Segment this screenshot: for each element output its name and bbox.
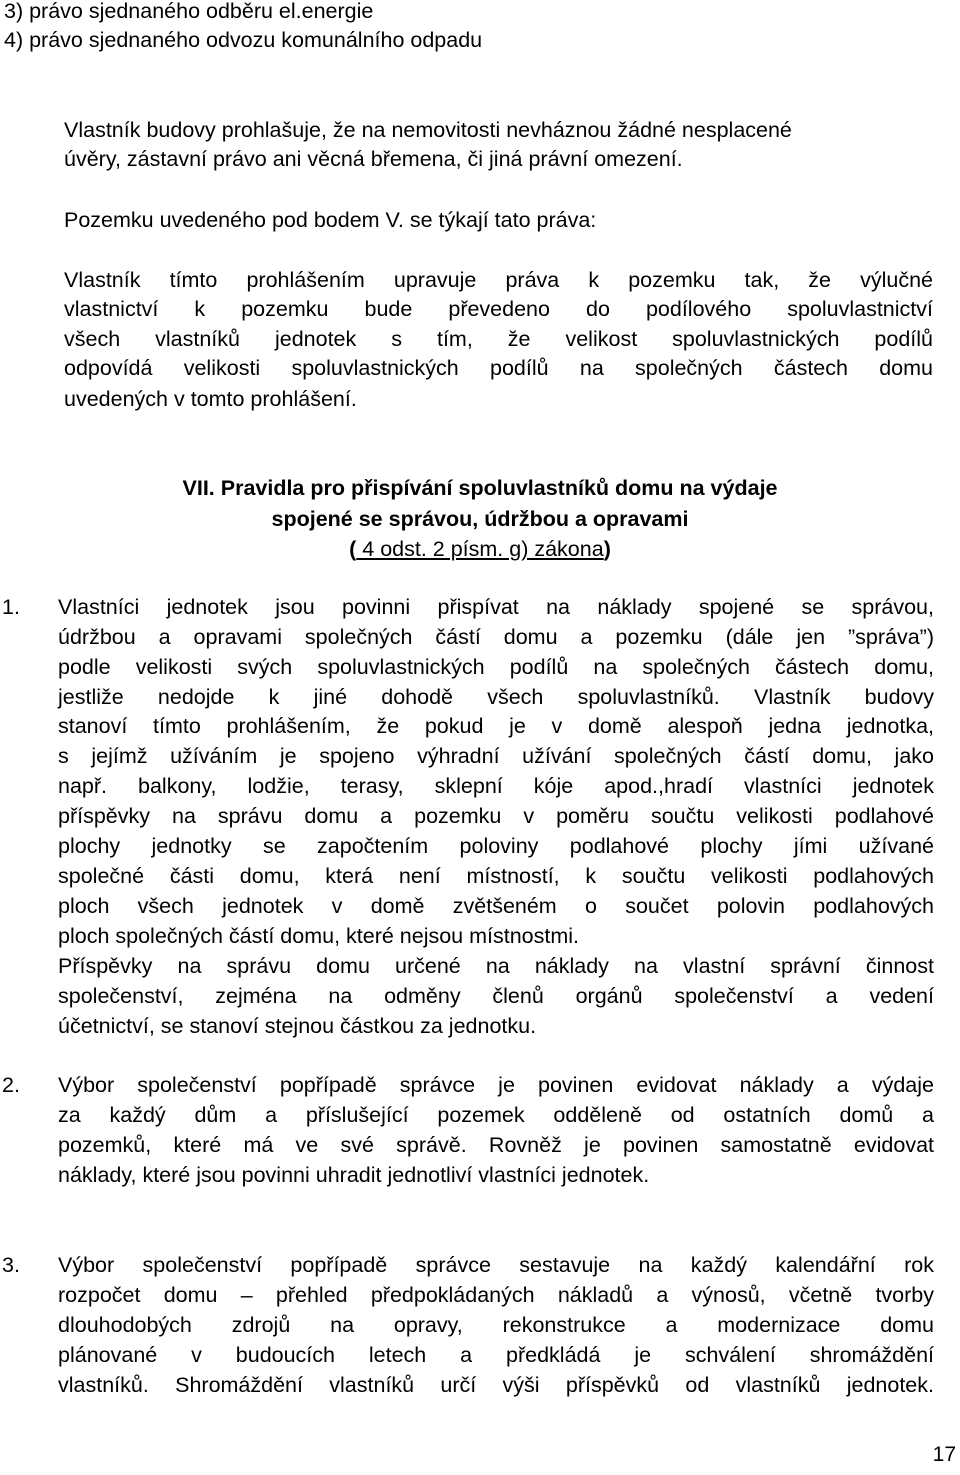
- point1-line: údržbou a opravami společných částí domu a pozemku (dále jen ”správa”): [58, 625, 934, 649]
- point1-line: Vlastníci jednotek jsou povinni přispívat na náklady spojené se správou,: [58, 595, 934, 619]
- point1-line: plochy jednotky se započtením poloviny podlahové plochy jími užívané: [58, 834, 934, 858]
- section-heading-reference: [0, 534, 960, 564]
- point1-line: příspěvky na správu domu a pozemku v poměru součtu velikosti podlahové: [58, 804, 934, 828]
- point2-line: náklady, které jsou povinni uhradit jednotliví vlastníci jednotek.: [58, 1163, 650, 1187]
- point1-contribution-line: společenství, zejména na odměny členů orgánů společenství a vedení: [58, 984, 934, 1008]
- point-number: 2.: [2, 1073, 20, 1097]
- land-rights-intro: Pozemku uvedeného pod bodem V. se týkají tato práva:: [64, 208, 597, 232]
- land-paragraph-line: všech vlastníků jednotek s tím, že velikost spoluvlastnických podílů: [64, 327, 933, 351]
- point1-line: stanoví tímto prohlášením, že pokud je v domě alespoň jedna jednotka,: [58, 714, 934, 738]
- point1-line: ploch společných částí domu, které nejsou místnostmi.: [58, 924, 580, 948]
- law-reference: 4 odst. 2 písm. g) zákona: [356, 537, 604, 561]
- point2-line: pozemků, které má ve své správě. Rovněž je povinen samostatně evidovat: [58, 1133, 934, 1157]
- point-number: 1.: [2, 595, 20, 619]
- point3-line: dlouhodobých zdrojů na opravy, rekonstrukce a modernizace domu: [58, 1313, 934, 1337]
- point3-line: plánované v budoucích letech a předkládá je schválení shromáždění: [58, 1343, 934, 1367]
- land-paragraph-line: Vlastník tímto prohlášením upravuje práva k pozemku tak, že výlučné: [64, 268, 933, 292]
- point1-line: např. balkony, lodžie, terasy, sklepní kóje apod.,hradí vlastníci jednotek: [58, 774, 934, 798]
- land-paragraph-line: vlastnictví k pozemku bude převedeno do podílového spoluvlastnictví: [64, 297, 933, 321]
- point3-line: Výbor společenství popřípadě správce sestavuje na každý kalendářní rok: [58, 1253, 934, 1277]
- point1-line: podle velikosti svých spoluvlastnických podílů na společných částech domu,: [58, 655, 934, 679]
- section-heading: VII. Pravidla pro přispívání spoluvlastníků domu na výdaje: [182, 476, 778, 500]
- point1-line: ploch všech jednotek v domě zvětšeném o součet polovin podlahových: [58, 894, 934, 918]
- owner-declaration-line: úvěry, zástavní právo ani věcná břemena, či jiná právní omezení.: [64, 147, 683, 171]
- point1-contribution-line: Příspěvky na správu domu určené na náklady na vlastní správní činnost: [58, 954, 934, 978]
- point1-line: jestliže nedojde k jiné dohodě všech spoluvlastníků. Vlastník budovy: [58, 685, 934, 709]
- point1-line: s jejímž užíváním je spojeno výhradní užívání společných částí domu, jako: [58, 744, 934, 768]
- owner-declaration-line: Vlastník budovy prohlašuje, že na nemovitosti nevháznou žádné nesplacené: [64, 118, 792, 142]
- point3-line: rozpočet domu – přehled předpokládaných nákladů a výnosů, včetně tvorby: [58, 1283, 934, 1307]
- paren-close: ): [603, 537, 611, 561]
- point-number: 3.: [2, 1253, 20, 1277]
- list-item-3: 3) právo sjednaného odběru el.energie: [4, 0, 374, 23]
- point2-line: za každý dům a příslušející pozemek odděleně od ostatních domů a: [58, 1103, 934, 1127]
- land-paragraph-line: uvedených v tomto prohlášení.: [64, 387, 357, 411]
- page-number: 17: [932, 1443, 956, 1466]
- point1-line: společné části domu, která není místností, k součtu velikosti podlahových: [58, 864, 934, 888]
- land-paragraph-line: odpovídá velikosti spoluvlastnických podílů na společných částech domu: [64, 356, 933, 380]
- point2-line: Výbor společenství popřípadě správce je povinen evidovat náklady a výdaje: [58, 1073, 934, 1097]
- point3-line: vlastníků. Shromáždění vlastníků určí výši příspěvků od vlastníků jednotek.: [58, 1373, 934, 1397]
- section-heading: spojené se správou, údržbou a opravami: [271, 507, 689, 531]
- list-item-4: 4) právo sjednaného odvozu komunálního odpadu: [4, 28, 483, 52]
- paren-open: (: [349, 537, 357, 561]
- point1-contribution-line: účetnictví, se stanoví stejnou částkou za jednotku.: [58, 1014, 537, 1038]
